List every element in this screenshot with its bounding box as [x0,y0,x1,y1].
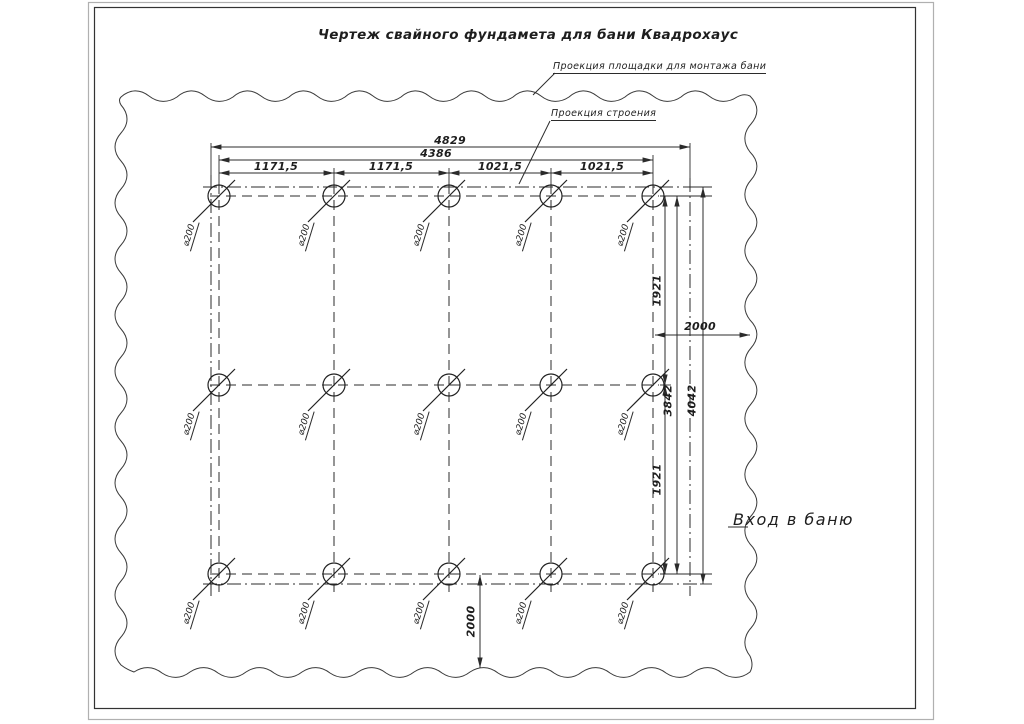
pile-diameter-label: ⌀200 [180,220,199,252]
leader-lines [519,73,748,527]
dim-right-pile-span: 3842 [661,384,675,417]
pile-diameter-label: ⌀200 [410,220,429,252]
pile-diameter-label: ⌀200 [295,409,314,441]
drawing-title: Чертеж свайного фундамета для бани Квадрохаус [318,27,739,43]
pile-center-lines [210,184,659,592]
pile-diameter-label: ⌀200 [512,220,531,252]
dim-right-row-spacing-bottom: 1921 [650,463,664,496]
pile-diameter-label: ⌀200 [512,409,531,441]
building-projection-label: Проекция строения [551,108,657,119]
platform-projection-label: Проекция площадки для монтажа бани [553,61,767,72]
dim-top-segment-3: 1021,5 [477,160,523,173]
pile-diameter-label: ⌀200 [295,220,314,252]
dim-top-segment-4: 1021,5 [579,160,625,173]
pile-diameter-label: ⌀200 [180,409,199,441]
pile-diameter-label: ⌀200 [295,598,314,630]
pile-diameter-label: ⌀200 [410,598,429,630]
pile-diameter-label: ⌀200 [512,598,531,630]
pile-diameter-label: ⌀200 [180,598,199,630]
dim-top-segment-1: 1171,5 [253,160,299,173]
dim-bottom-platform-offset: 2000 [464,605,478,638]
pile-diameter-label: ⌀200 [614,598,633,630]
pile-diameter-label: ⌀200 [614,220,633,252]
pile-diameter-label: ⌀200 [614,409,633,441]
dim-top-segment-2: 1171,5 [368,160,414,173]
dim-right-overall: 4042 [685,384,699,417]
pile-diameter-label: ⌀200 [410,409,429,441]
dim-top-pile-span: 4386 [420,147,452,160]
piles [193,180,669,600]
dim-top-overall: 4829 [434,134,466,147]
entrance-label: Вход в баню [733,510,854,529]
extension-lines [211,143,712,584]
dim-right-platform-offset: 2000 [684,320,716,333]
sheet-border [89,3,934,720]
dim-right-row-spacing-top: 1921 [650,274,664,307]
